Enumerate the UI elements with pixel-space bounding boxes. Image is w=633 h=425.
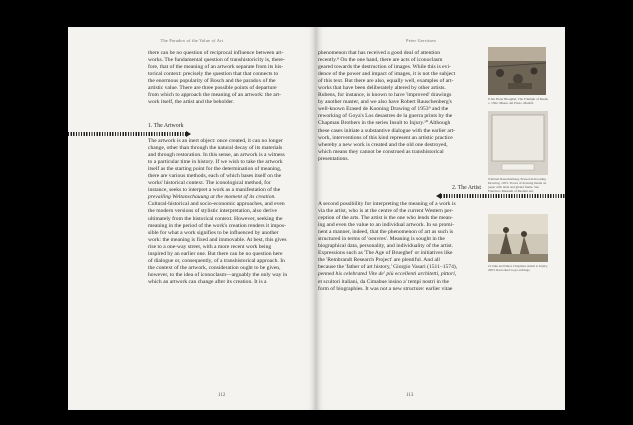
body-line: there are various methods, each of which bases itself on the xyxy=(148,173,282,180)
intro-line: works. The fundamental question of transhistoricity is, there- xyxy=(148,57,285,64)
body-line: works that have been deliberately altered by other artists. xyxy=(318,85,446,92)
right-page xyxy=(316,27,565,410)
body-line: geared towards the destruction of images. While this is evi- xyxy=(318,64,451,71)
figure-erased-de-kooning xyxy=(488,111,548,175)
body-line: change, other than through the natural decay of its materials xyxy=(148,145,283,152)
running-head-left: The Paradox of the Value of Art xyxy=(160,38,224,43)
body-line: ception of the arts. The artist is the one who lends the mean- xyxy=(318,215,453,222)
body-line: Cultural-historical and socio-economic approaches, and even xyxy=(148,201,285,208)
body-line: these cases initiate a substantive dialogue with the earlier art- xyxy=(318,127,456,134)
artwork-body-text xyxy=(148,138,300,286)
body-line: work: the meaning is fixed and immovable. At best, this gives xyxy=(148,236,287,243)
body-line: sible for what a work signifies to be influenced by another xyxy=(148,229,279,236)
body-line: work, interventions of this kind represent an artistic practice xyxy=(318,134,453,141)
page-number-left: 112 xyxy=(218,393,226,398)
artist-body-text xyxy=(318,201,471,293)
section-heading-artwork: 1. The Artwork xyxy=(148,123,184,129)
painting-thumbnail-icon xyxy=(488,47,546,95)
body-line: form of biographies. It was not a new structure: earlier vitae xyxy=(318,285,453,292)
body-line: inspired by an earlier one. But there can be no question here xyxy=(148,250,283,257)
body-line: biographical data, personality, and individuality of the artist. xyxy=(318,243,454,250)
body-line: the context of the artwork, consideration ought to be given, xyxy=(148,264,281,271)
right-top-paragraph xyxy=(318,50,470,163)
body-line: recently.⁸ On the one hand, there are acts of iconoclasm xyxy=(318,57,443,64)
body-line: by another master, and we also have Robert Rauschenberg's xyxy=(318,99,452,106)
figure-triumph-of-death xyxy=(488,47,546,95)
body-line: works' historical context. The iconological method, for xyxy=(148,180,271,187)
body-line: reworking of Goya's Los desastres de la guerra prints by the xyxy=(318,113,453,120)
caption-figure-10: 10 Jake and Dinos Chapman, Insult to Injury, 2003. Reworked Goya etchings. xyxy=(488,264,548,273)
body-line: of dialogue or, consequently, of a transhistorical approach. In xyxy=(148,257,285,264)
framed-drawing-icon xyxy=(488,111,548,175)
intro-line: torical context: precisely the question that that connects to xyxy=(148,71,279,78)
body-line: A second possibility for interpreting the meaning of a work is xyxy=(318,201,456,207)
intro-line: the enormous popularity of Bosch and the paradox of the xyxy=(148,78,276,85)
body-line: and through restoration. In this sense, an artwork is a witness xyxy=(148,152,285,159)
intro-line: artistic value. There are three possible points of departure xyxy=(148,85,277,92)
caption-figure-9: 9 Robert Rauschenberg, Erased de Kooning Drawing, 1953. Traces of drawing media on paper with label and gilded frame. San Francisco Museum of Modern Art. xyxy=(488,177,547,194)
arrow-right-icon xyxy=(186,131,191,137)
body-line: presentations. xyxy=(318,155,349,162)
body-line: however, to the idea of iconoclasm—arguably the only way in xyxy=(148,271,288,278)
intro-line: from which to approach the meaning of an artwork: the art- xyxy=(148,92,281,99)
running-head-right: Peter Gerritsen xyxy=(406,38,436,43)
body-line: which an artwork can change after its creation. It is a xyxy=(148,278,267,285)
body-line: prevailing Weltanschauung at the moment of its creation. xyxy=(148,194,276,201)
body-line: structured in terms of 'oeuvres'. Meaning is sought in the xyxy=(318,236,445,243)
body-line: rise to a one-way street, with a more recent work being xyxy=(148,243,272,250)
body-line: the modern versions of stylistic interpretation, also derive xyxy=(148,208,277,215)
body-line: dence of the power and impact of images, it is not the subject xyxy=(318,71,456,78)
intro-line: fore, that of the meaning of an artwork separate from its his- xyxy=(148,64,284,71)
etching-thumbnail-icon xyxy=(488,214,548,262)
page-number-right: 113 xyxy=(406,393,414,398)
body-line: The artwork is an inert object: once created, it can no longer xyxy=(148,138,283,144)
body-line: instance, seeks to interpret a work as a manifestation of the xyxy=(148,187,281,194)
body-line: itself as the starting point for the determination of meaning, xyxy=(148,166,282,173)
body-line: because the 'father of art history,' Giorgio Vasari (1511–1574), xyxy=(318,264,458,271)
body-line: via the artist, who is at the centre of the current Western per- xyxy=(318,208,454,215)
intro-line: work itself, the artist and the beholder. xyxy=(148,99,235,106)
body-line: which means they cannot be construed as transhistorical xyxy=(318,148,444,155)
left-page xyxy=(68,27,316,410)
body-line: to a particular time in history. If we wish to take the artwork xyxy=(148,159,283,166)
body-line: ing and even the value to an individual artwork. In so promi- xyxy=(318,222,455,229)
body-line: ultimately from the historical context. However, seeking the xyxy=(148,215,283,222)
caption-figure-8: 8 Jan Pieter Breughel, The Triumph of Death, c. 1562. Museo del Prado, Madrid. xyxy=(488,97,549,106)
body-line: Expressions such as 'The Age of Brueghel' or initiatives like xyxy=(318,250,453,257)
body-line: the 'Rembrandt Research Project' are plentiful. And all xyxy=(318,257,440,264)
body-line: whereby a new work is created and the old one destroyed, xyxy=(318,141,448,148)
body-line: meaning in the period of the work's creation renders it impos- xyxy=(148,222,287,229)
section-rule-left xyxy=(68,132,191,136)
body-line: phenomenon that has received a good deal of attention xyxy=(318,50,441,56)
body-line: Rubens, for instance, is known to have 'improved' drawings xyxy=(318,92,452,99)
body-line: Chapman Brothers in the series Insult to Injury.¹⁰ Although xyxy=(318,120,451,127)
intro-paragraph xyxy=(148,50,298,106)
body-line: penned his celebrated Vite de' più eccellenti architetti, pittori, xyxy=(318,271,457,278)
body-line: of this text. But there are also, equally well, examples of art- xyxy=(318,78,454,85)
figure-insult-to-injury xyxy=(488,214,548,262)
body-line: nent a manner, indeed, that the phenomenon of art as such is xyxy=(318,229,454,236)
section-rule-right xyxy=(436,194,565,198)
intro-line: there can be no question of reciprocal influence between art- xyxy=(148,50,284,56)
section-heading-artist: 2. The Artist xyxy=(452,185,482,191)
body-line: et scultori italiani, da Cimabue insino a' tempi nostri in the xyxy=(318,278,450,285)
body-line: well-known Erased de Kooning Drawing of 1953⁹ and the xyxy=(318,106,449,113)
